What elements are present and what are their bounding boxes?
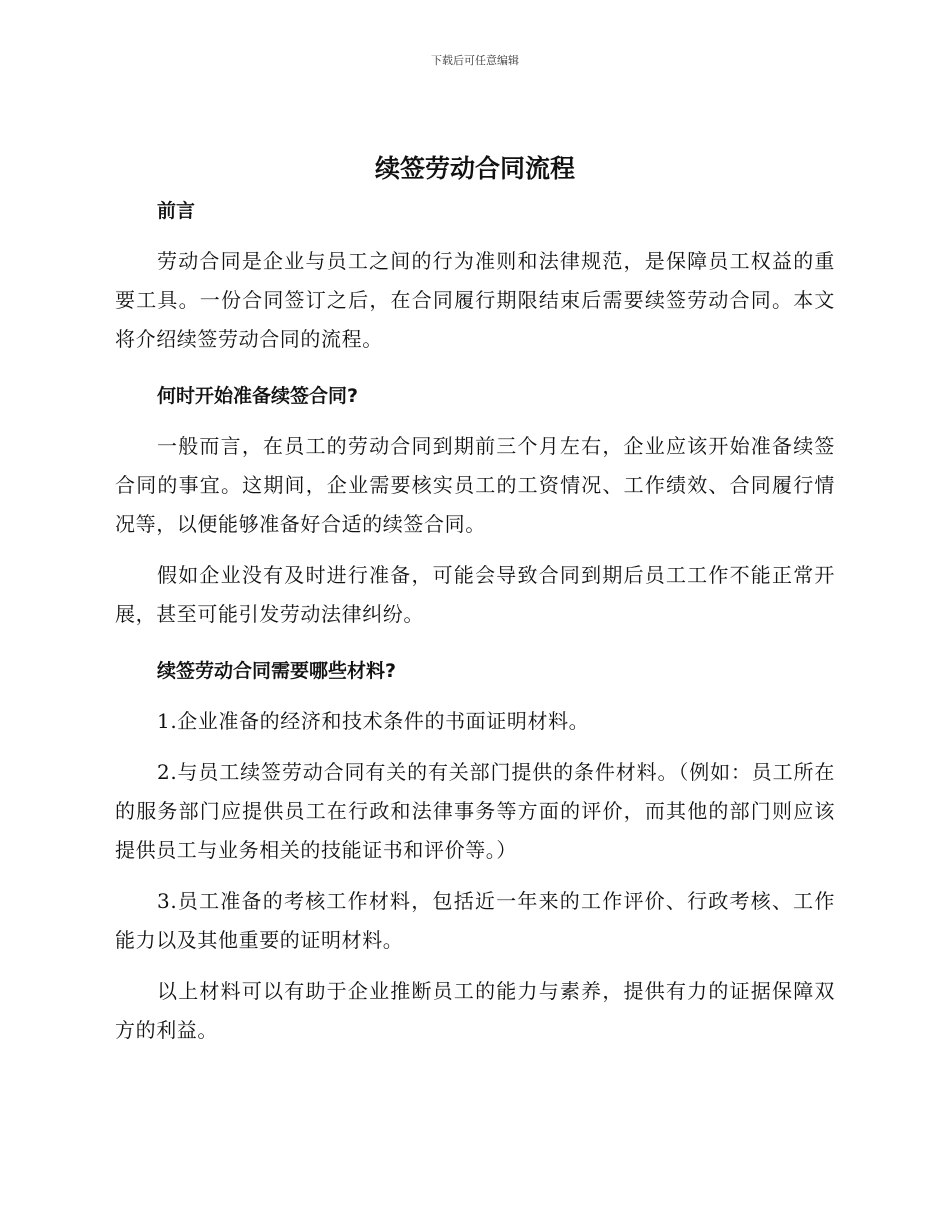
- spacer: [115, 544, 835, 556]
- list-item: 1.企业准备的经济和技术条件的书面证明材料。: [157, 709, 590, 733]
- spacer: [115, 359, 835, 377]
- spacer: [115, 634, 835, 652]
- paragraph: 一般而言，在员工的劳动合同到期前三个月左右，企业应该开始准备续签合同的事宜。这期间，企业需要核实员工的工资情况、工作绩效、合同履行情况等，以便能够准备好合适的续签合同。: [115, 434, 835, 536]
- section-heading-when-to-prepare: 何时开始准备续签合同?: [157, 385, 359, 407]
- list-item: 3.员工准备的考核工作材料，包括近一年来的工作评价、行政考核、工作能力以及其他重要的证明材料。: [115, 889, 835, 952]
- spacer: [115, 415, 835, 427]
- spacer: [115, 870, 835, 882]
- spacer: [115, 230, 835, 242]
- section-heading-preface: 前言: [157, 200, 196, 222]
- paragraph: 劳动合同是企业与员工之间的行为准则和法律规范，是保障员工权益的重要工具。一份合同签订之后，在合同履行期限结束后需要续签劳动合同。本文将介绍续签劳动合同的流程。: [115, 249, 835, 351]
- document-body: [115, 192, 835, 1050]
- list-item: 2.与员工续签劳动合同有关的有关部门提供的条件材料。（例如：员工所在的服务部门应提供员工在行政和法律事务等方面的评价，而其他的部门则应该提供员工与业务相关的技能证书和评价等。）: [115, 760, 835, 862]
- spacer: [115, 690, 835, 702]
- spacer: [115, 960, 835, 972]
- paragraph: 假如企业没有及时进行准备，可能会导致合同到期后员工工作不能正常开展，甚至可能引发劳动法律纠纷。: [115, 563, 835, 626]
- section-heading-materials: 续签劳动合同需要哪些材料?: [157, 660, 397, 682]
- paragraph: 以上材料可以有助于企业推断员工的能力与素养，提供有力的证据保障双方的利益。: [115, 979, 835, 1042]
- spacer: [115, 741, 835, 753]
- document-title: 续签劳动合同流程: [374, 154, 575, 183]
- header-note: 下载后可任意编辑: [431, 54, 519, 67]
